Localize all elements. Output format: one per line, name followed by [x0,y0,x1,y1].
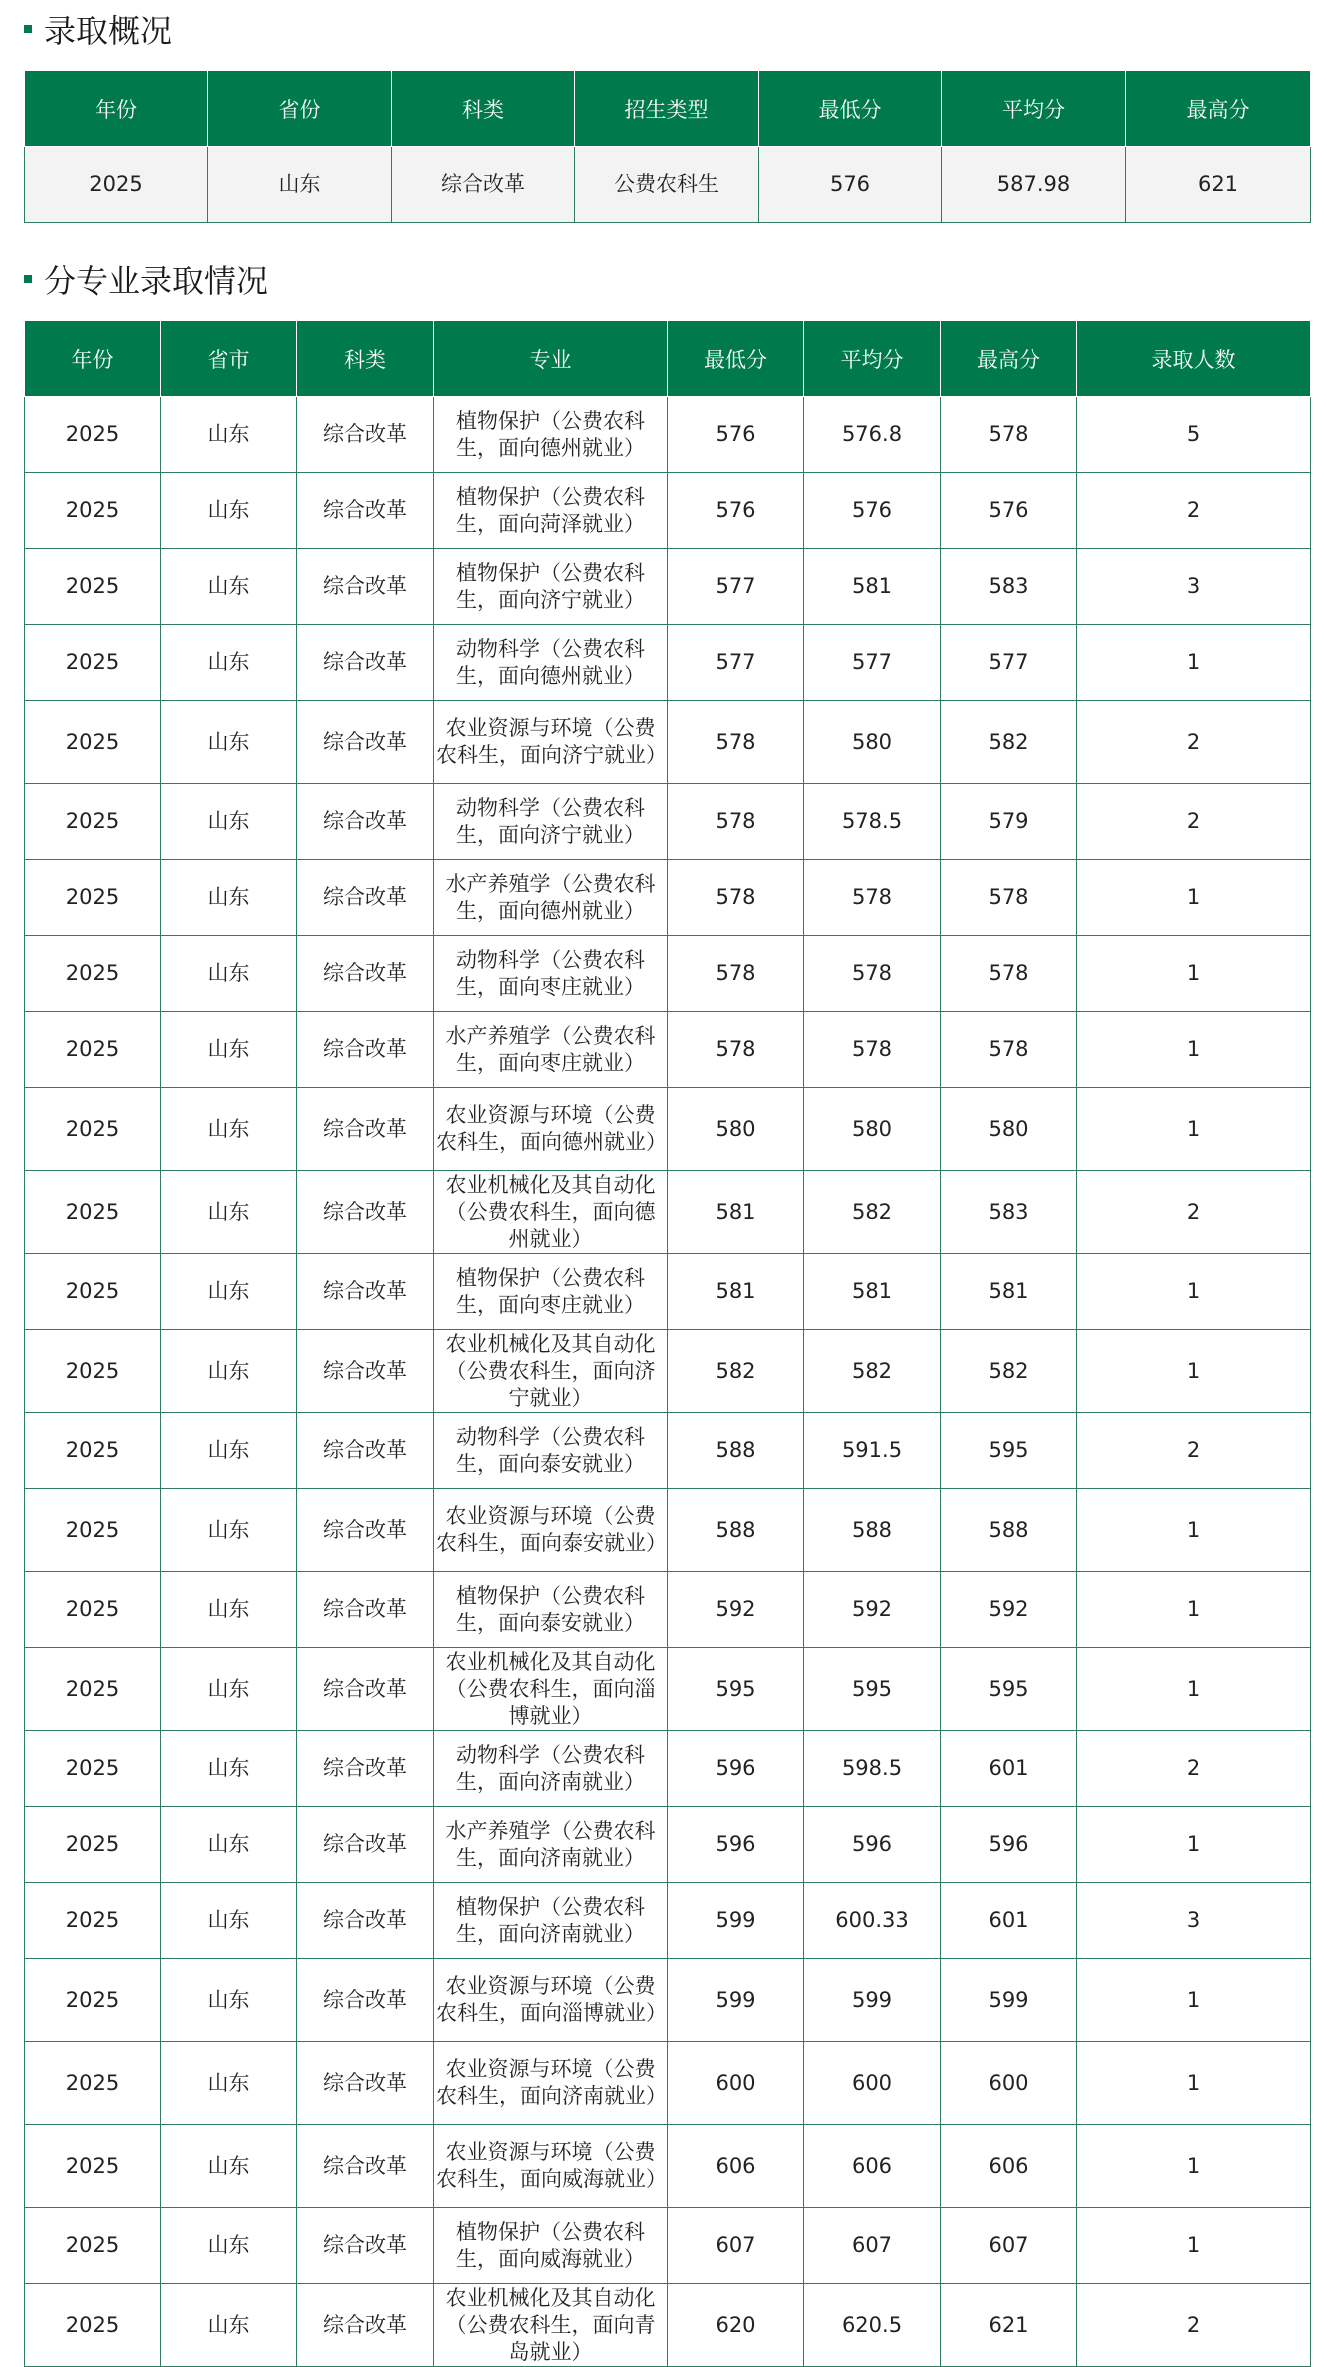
cell-admitted-count: 1 [1077,1648,1311,1731]
table-row [25,1731,1311,1807]
summary-section-title [24,9,172,49]
cell-year: 2025 [25,2208,161,2284]
summary-cell-admission-type: 公费农科生 [575,147,759,223]
cell-category: 综合改革 [297,1088,434,1171]
cell-city: 山东 [161,2125,297,2208]
majors-header-major: 专业 [434,321,668,397]
majors-section-title [24,259,268,299]
cell-city: 山东 [161,784,297,860]
summary-cell-avg-score: 587.98 [942,147,1126,223]
cell-min-score: 580 [668,1088,804,1171]
majors-header-category: 科类 [297,321,434,397]
cell-avg-score: 578 [804,1012,941,1088]
summary-header-avg-score: 平均分 [942,71,1126,147]
cell-avg-score: 580 [804,701,941,784]
summary-cell-min-score: 576 [759,147,942,223]
majors-header-admitted-count: 录取人数 [1077,321,1311,397]
cell-category: 综合改革 [297,1171,434,1254]
cell-min-score: 620 [668,2284,804,2367]
cell-year: 2025 [25,1088,161,1171]
cell-year: 2025 [25,701,161,784]
cell-year: 2025 [25,1171,161,1254]
cell-year: 2025 [25,1731,161,1807]
table-row [25,625,1311,701]
cell-year: 2025 [25,784,161,860]
cell-max-score: 583 [941,549,1077,625]
cell-category: 综合改革 [297,1807,434,1883]
cell-major: 动物科学（公费农科生，面向济宁就业） [434,784,668,860]
cell-min-score: 600 [668,2042,804,2125]
majors-header-avg-score: 平均分 [804,321,941,397]
cell-avg-score: 606 [804,2125,941,2208]
cell-avg-score: 595 [804,1648,941,1731]
majors-header-city: 省市 [161,321,297,397]
cell-category: 综合改革 [297,1648,434,1731]
cell-major: 动物科学（公费农科生，面向泰安就业） [434,1413,668,1489]
majors-title: 分专业录取情况 [44,262,269,300]
cell-major: 植物保护（公费农科生，面向德州就业） [434,397,668,473]
summary-data-row [25,147,1311,223]
majors-header-min-score: 最低分 [668,321,804,397]
cell-max-score: 592 [941,1572,1077,1648]
majors-table [24,320,1311,2367]
cell-category: 综合改革 [297,1883,434,1959]
table-row [25,1489,1311,1572]
cell-category: 综合改革 [297,1572,434,1648]
cell-max-score: 582 [941,701,1077,784]
cell-avg-score: 581 [804,1254,941,1330]
cell-avg-score: 598.5 [804,1731,941,1807]
cell-major: 农业资源与环境（公费农科生，面向威海就业） [434,2125,668,2208]
cell-max-score: 621 [941,2284,1077,2367]
cell-min-score: 599 [668,1959,804,2042]
cell-min-score: 596 [668,1807,804,1883]
summary-header-category: 科类 [392,71,575,147]
cell-city: 山东 [161,2208,297,2284]
cell-year: 2025 [25,1489,161,1572]
cell-city: 山东 [161,1807,297,1883]
summary-cell-max-score: 621 [1126,147,1311,223]
cell-major: 农业资源与环境（公费农科生，面向济宁就业） [434,701,668,784]
cell-admitted-count: 3 [1077,1883,1311,1959]
cell-min-score: 581 [668,1254,804,1330]
cell-min-score: 578 [668,701,804,784]
cell-avg-score: 600.33 [804,1883,941,1959]
table-row [25,1171,1311,1254]
cell-avg-score: 582 [804,1330,941,1413]
cell-city: 山东 [161,1648,297,1731]
cell-avg-score: 578 [804,860,941,936]
cell-admitted-count: 5 [1077,397,1311,473]
cell-min-score: 592 [668,1572,804,1648]
cell-category: 综合改革 [297,1413,434,1489]
table-row [25,2208,1311,2284]
cell-max-score: 601 [941,1883,1077,1959]
cell-max-score: 579 [941,784,1077,860]
table-row [25,701,1311,784]
cell-admitted-count: 1 [1077,2208,1311,2284]
summary-cell-year: 2025 [25,147,208,223]
cell-max-score: 576 [941,473,1077,549]
table-row [25,860,1311,936]
cell-category: 综合改革 [297,1959,434,2042]
table-row [25,784,1311,860]
cell-avg-score: 591.5 [804,1413,941,1489]
cell-min-score: 599 [668,1883,804,1959]
cell-admitted-count: 1 [1077,1489,1311,1572]
cell-admitted-count: 1 [1077,1330,1311,1413]
cell-category: 综合改革 [297,784,434,860]
cell-major: 农业机械化及其自动化（公费农科生，面向青岛就业） [434,2284,668,2367]
cell-city: 山东 [161,1171,297,1254]
cell-avg-score: 577 [804,625,941,701]
section-marker [24,275,32,283]
cell-min-score: 578 [668,936,804,1012]
cell-year: 2025 [25,1807,161,1883]
cell-max-score: 580 [941,1088,1077,1171]
cell-admitted-count: 2 [1077,1413,1311,1489]
cell-year: 2025 [25,1330,161,1413]
cell-city: 山东 [161,1254,297,1330]
cell-max-score: 582 [941,1330,1077,1413]
cell-admitted-count: 2 [1077,2284,1311,2367]
cell-admitted-count: 1 [1077,860,1311,936]
cell-major: 动物科学（公费农科生，面向枣庄就业） [434,936,668,1012]
cell-year: 2025 [25,2125,161,2208]
cell-major: 水产养殖学（公费农科生，面向德州就业） [434,860,668,936]
summary-header-admission-type: 招生类型 [575,71,759,147]
cell-city: 山东 [161,1413,297,1489]
cell-avg-score: 576.8 [804,397,941,473]
cell-avg-score: 581 [804,549,941,625]
cell-year: 2025 [25,397,161,473]
table-row [25,473,1311,549]
cell-min-score: 578 [668,784,804,860]
cell-admitted-count: 1 [1077,1254,1311,1330]
table-row [25,1413,1311,1489]
cell-year: 2025 [25,936,161,1012]
cell-min-score: 577 [668,625,804,701]
summary-header-year: 年份 [25,71,208,147]
cell-major: 农业资源与环境（公费农科生，面向泰安就业） [434,1489,668,1572]
table-row [25,936,1311,1012]
majors-header-year: 年份 [25,321,161,397]
cell-major: 植物保护（公费农科生，面向枣庄就业） [434,1254,668,1330]
cell-min-score: 596 [668,1731,804,1807]
cell-admitted-count: 1 [1077,1572,1311,1648]
cell-max-score: 599 [941,1959,1077,2042]
cell-major: 植物保护（公费农科生，面向菏泽就业） [434,473,668,549]
cell-admitted-count: 1 [1077,936,1311,1012]
cell-admitted-count: 2 [1077,784,1311,860]
cell-city: 山东 [161,1572,297,1648]
cell-max-score: 578 [941,397,1077,473]
cell-avg-score: 582 [804,1171,941,1254]
table-row [25,1012,1311,1088]
cell-city: 山东 [161,473,297,549]
cell-max-score: 595 [941,1648,1077,1731]
cell-admitted-count: 1 [1077,1088,1311,1171]
cell-admitted-count: 1 [1077,1012,1311,1088]
cell-year: 2025 [25,625,161,701]
cell-max-score: 578 [941,860,1077,936]
cell-admitted-count: 2 [1077,1731,1311,1807]
cell-avg-score: 578 [804,936,941,1012]
table-row [25,1254,1311,1330]
cell-max-score: 606 [941,2125,1077,2208]
cell-category: 综合改革 [297,936,434,1012]
cell-category: 综合改革 [297,2042,434,2125]
cell-major: 农业机械化及其自动化（公费农科生，面向淄博就业） [434,1648,668,1731]
summary-title: 录取概况 [44,12,173,50]
cell-category: 综合改革 [297,2284,434,2367]
majors-header-max-score: 最高分 [941,321,1077,397]
cell-admitted-count: 3 [1077,549,1311,625]
cell-min-score: 578 [668,1012,804,1088]
cell-major: 植物保护（公费农科生，面向泰安就业） [434,1572,668,1648]
summary-header-max-score: 最高分 [1126,71,1311,147]
cell-admitted-count: 2 [1077,701,1311,784]
cell-major: 动物科学（公费农科生，面向济南就业） [434,1731,668,1807]
table-row [25,1959,1311,2042]
cell-min-score: 576 [668,473,804,549]
table-row [25,2284,1311,2367]
table-row [25,1648,1311,1731]
cell-admitted-count: 1 [1077,625,1311,701]
cell-year: 2025 [25,2042,161,2125]
cell-category: 综合改革 [297,2208,434,2284]
cell-year: 2025 [25,860,161,936]
cell-category: 综合改革 [297,1254,434,1330]
cell-city: 山东 [161,1731,297,1807]
cell-min-score: 577 [668,549,804,625]
cell-max-score: 578 [941,1012,1077,1088]
cell-admitted-count: 2 [1077,1171,1311,1254]
cell-max-score: 588 [941,1489,1077,1572]
cell-major: 水产养殖学（公费农科生，面向济南就业） [434,1807,668,1883]
cell-major: 农业机械化及其自动化（公费农科生，面向德州就业） [434,1171,668,1254]
cell-category: 综合改革 [297,1012,434,1088]
cell-city: 山东 [161,1959,297,2042]
cell-category: 综合改革 [297,860,434,936]
cell-city: 山东 [161,1330,297,1413]
cell-city: 山东 [161,1489,297,1572]
cell-max-score: 601 [941,1731,1077,1807]
cell-max-score: 600 [941,2042,1077,2125]
cell-city: 山东 [161,1088,297,1171]
summary-cell-category: 综合改革 [392,147,575,223]
cell-major: 植物保护（公费农科生，面向威海就业） [434,2208,668,2284]
summary-header-province: 省份 [208,71,392,147]
cell-category: 综合改革 [297,549,434,625]
cell-major: 农业资源与环境（公费农科生，面向德州就业） [434,1088,668,1171]
table-row [25,2125,1311,2208]
cell-min-score: 581 [668,1171,804,1254]
cell-major: 农业资源与环境（公费农科生，面向济南就业） [434,2042,668,2125]
cell-admitted-count: 1 [1077,2042,1311,2125]
cell-avg-score: 596 [804,1807,941,1883]
cell-major: 动物科学（公费农科生，面向德州就业） [434,625,668,701]
cell-city: 山东 [161,701,297,784]
cell-major: 农业资源与环境（公费农科生，面向淄博就业） [434,1959,668,2042]
cell-category: 综合改革 [297,473,434,549]
cell-category: 综合改革 [297,397,434,473]
table-row [25,1330,1311,1413]
cell-max-score: 577 [941,625,1077,701]
table-row [25,1572,1311,1648]
cell-category: 综合改革 [297,1731,434,1807]
cell-year: 2025 [25,1572,161,1648]
cell-year: 2025 [25,1959,161,2042]
cell-max-score: 595 [941,1413,1077,1489]
cell-avg-score: 592 [804,1572,941,1648]
cell-city: 山东 [161,397,297,473]
cell-city: 山东 [161,2284,297,2367]
cell-min-score: 578 [668,860,804,936]
cell-city: 山东 [161,625,297,701]
cell-max-score: 607 [941,2208,1077,2284]
cell-max-score: 596 [941,1807,1077,1883]
summary-header-row [25,71,1311,147]
cell-admitted-count: 1 [1077,1959,1311,2042]
table-row [25,1088,1311,1171]
cell-category: 综合改革 [297,1330,434,1413]
cell-category: 综合改革 [297,701,434,784]
cell-admitted-count: 1 [1077,2125,1311,2208]
cell-category: 综合改革 [297,1489,434,1572]
section-marker [24,25,32,33]
cell-avg-score: 599 [804,1959,941,2042]
summary-header-min-score: 最低分 [759,71,942,147]
cell-city: 山东 [161,1012,297,1088]
cell-major: 农业机械化及其自动化（公费农科生，面向济宁就业） [434,1330,668,1413]
cell-max-score: 578 [941,936,1077,1012]
table-row [25,1807,1311,1883]
cell-city: 山东 [161,1883,297,1959]
cell-year: 2025 [25,1648,161,1731]
table-row [25,397,1311,473]
cell-city: 山东 [161,936,297,1012]
majors-header-row [25,321,1311,397]
cell-avg-score: 576 [804,473,941,549]
cell-admitted-count: 1 [1077,1807,1311,1883]
cell-max-score: 581 [941,1254,1077,1330]
summary-cell-province: 山东 [208,147,392,223]
cell-min-score: 606 [668,2125,804,2208]
cell-admitted-count: 2 [1077,473,1311,549]
cell-year: 2025 [25,1883,161,1959]
cell-max-score: 583 [941,1171,1077,1254]
cell-year: 2025 [25,1012,161,1088]
cell-major: 植物保护（公费农科生，面向济南就业） [434,1883,668,1959]
cell-min-score: 588 [668,1413,804,1489]
cell-category: 综合改革 [297,2125,434,2208]
cell-avg-score: 607 [804,2208,941,2284]
table-row [25,2042,1311,2125]
cell-min-score: 588 [668,1489,804,1572]
cell-city: 山东 [161,2042,297,2125]
cell-min-score: 595 [668,1648,804,1731]
cell-min-score: 607 [668,2208,804,2284]
cell-year: 2025 [25,2284,161,2367]
cell-min-score: 582 [668,1330,804,1413]
cell-min-score: 576 [668,397,804,473]
summary-table [24,70,1311,223]
cell-major: 植物保护（公费农科生，面向济宁就业） [434,549,668,625]
cell-year: 2025 [25,473,161,549]
cell-year: 2025 [25,1254,161,1330]
cell-major: 水产养殖学（公费农科生，面向枣庄就业） [434,1012,668,1088]
cell-year: 2025 [25,1413,161,1489]
cell-avg-score: 600 [804,2042,941,2125]
cell-avg-score: 588 [804,1489,941,1572]
cell-city: 山东 [161,860,297,936]
cell-avg-score: 578.5 [804,784,941,860]
cell-year: 2025 [25,549,161,625]
cell-city: 山东 [161,549,297,625]
cell-avg-score: 580 [804,1088,941,1171]
cell-category: 综合改革 [297,625,434,701]
table-row [25,549,1311,625]
cell-avg-score: 620.5 [804,2284,941,2367]
table-row [25,1883,1311,1959]
